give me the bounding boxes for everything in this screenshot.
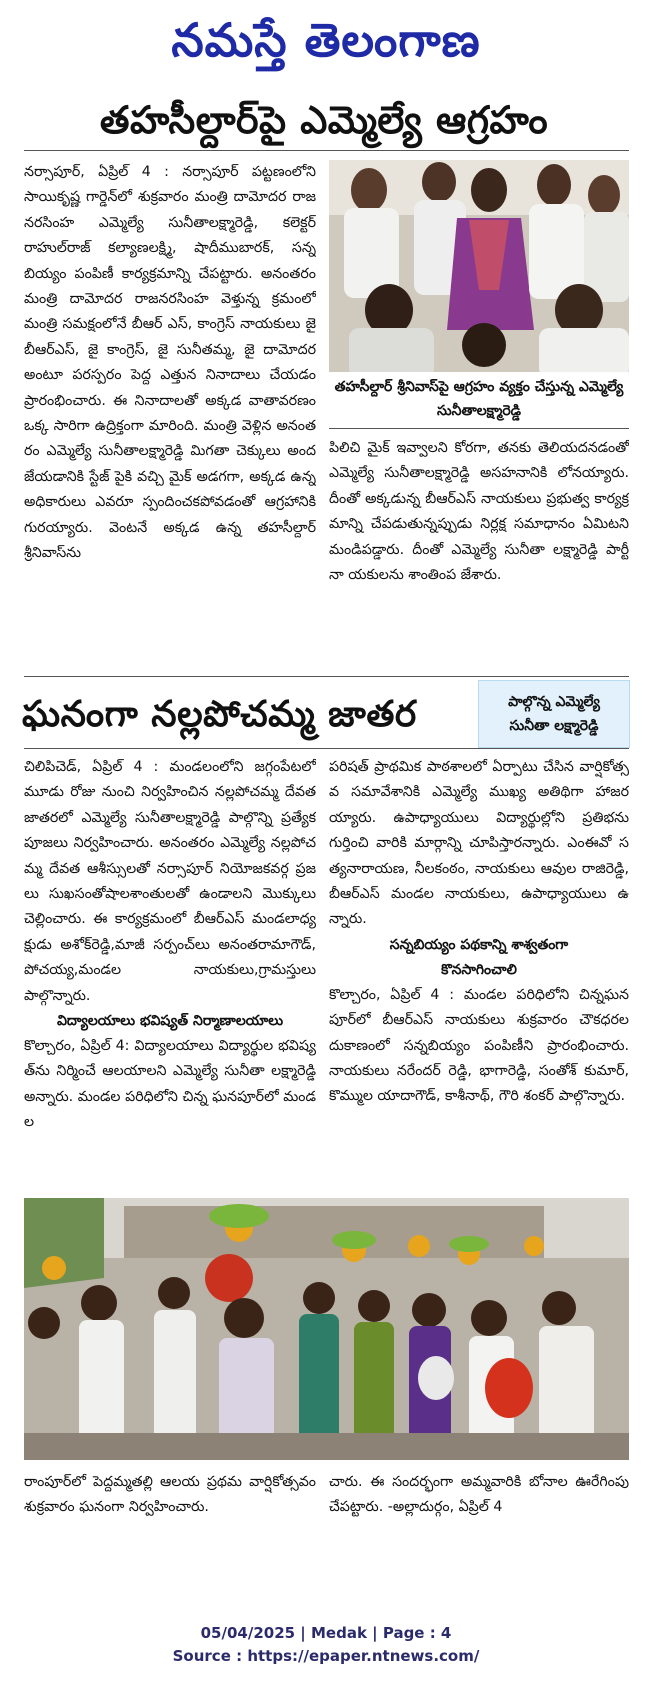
caption-divider [329,428,629,429]
story3-photo [24,1198,629,1460]
highlight-line-2: సునీతా లక్ష్మారెడ్డి [509,718,599,734]
headline-divider-2 [24,748,629,749]
story2-paragraph-3: పరిషత్ ప్రాథమిక పాఠశాలలో ఏర్పాటు చేసిన వార్షికోత్సవ సమావేశానికి ఎమ్మెల్యే ముఖ్య అతిథిగా హాజరయ్యారు. ఉపాధ్యాయులు విద్యార్థుల్లోని ప్రతిభను గుర్తించి వారికి మార్గాన్ని చూపిస్తారన్నారు. ఎంఈవో సత్యనారాయణ, నీలకంఠం, నాయకులు ఆవుల రాజిరెడ్డి, బీఆర్ఎస్ మండల నాయకులు, ఉపాధ్యాయులు ఉన్నారు. [329,759,629,928]
story1-headline: తహసీల్దార్‌పై ఎమ్మెల్యే ఆగ్రహం [99,98,549,142]
story2-column-2 [329,755,629,1190]
highlight-line-1: పాల్గొన్న ఎమ్మెల్యే [508,694,600,710]
masthead-title: నమస్తే తెలంగాణ [171,13,481,67]
story2-paragraph-1: చిలిపిచెడ్, ఏప్రిల్ 4 : మండలంలోని జగ్గంపేటలో మూడు రోజు నుంచి నిర్వహించిన నల్లపోచమ్మ దేవత జాతరలో ఎమ్మెల్యే సునీతాలక్ష్మారెడ్డి పాల్గొన్ని ప్రత్యేక పూజలు నిర్వహించారు. అనంతరం ఎమ్మెల్యే నల్లపోచమ్మ దేవత ఆశీస్సులతో నర్సాపూర్ నియోజకవర్గ ప్రజలు సుఖసంతోషాలశాంతులతో ఉండాలని మొక్కులు చెల్లించారు. ఈ కార్యక్రమంలో బీఆర్ఎస్ మండలాధ్యక్షుడు అశోక్‌రెడ్డి,మాజీ సర్పంచ్‌లు అనంతరామాగౌడ్, పోచయ్య,మండల నాయకులు,గ్రామస్తులు పాల్గొన్నారు. [24,759,316,1004]
footer-source: Source : https://epaper.ntnews.com/ [172,1647,480,1665]
story2-subheading-2a: సన్నబియ్యం పథకాన్ని శాశ్వతంగా [389,936,569,953]
story2-column-1 [24,755,316,1190]
story2-subheading-2b: కొనసాగించాలి [441,961,517,978]
story1-photo [329,160,629,372]
footer-dateline: 05/04/2025 | Medak | Page : 4 [200,1624,452,1642]
story2-highlight-box [478,680,630,748]
headline-divider [24,150,629,151]
story1-photo-caption: తహసీల్దార్ శ్రీనివాస్‌పై ఆగ్రహం వ్యక్తం చేస్తున్న ఎమ్మెల్యే సునీతాలక్ష్మారెడ్డి [334,379,624,419]
story2-paragraph-4: కొల్చారం, ఏప్రిల్ 4 : మండల పరిధిలోని చిన్నఘనపూర్‌లో బీఆర్ఎస్ నాయకులు శుక్రవారం చౌకధరల దుకాణంలో సన్నబియ్యం పంపిణీని ప్రారంభించారు. నాయకులు నరేందర్ రెడ్డి, భాగారెడ్డి, సంతోశ్ కుమార్, కొమ్ముల యాదాగౌడ్, కాశీనాథ్, గౌరి శంకర్ పాల్గొన్నారు. [329,986,629,1105]
story3-column-2: చారు. ఈ సందర్భంగా అమ్మవారికి బోనాల ఊరేగింపు చేపట్టారు. -అల్లాదుర్గం, ఏప్రిల్ 4 [329,1474,629,1516]
story1-column-1: నర్సాపూర్, ఏప్రిల్ 4 : నర్సాపూర్ పట్టణంలోని సాయికృష్ణ గార్డెన్‌లో శుక్రవారం మంత్రి దామోదర రాజనరసింహ ఎమ్మెల్యే సునీతాలక్ష్మారెడ్డి, కలెక్టర్ రాహుల్‌రాజ్ కల్యాణలక్ష్మి, షాదీముబారక్, సన్నబియ్యం పంపిణీ కార్యక్రమాన్ని చేపట్టారు. అనంతరం మంత్రి దామోదర రాజనరసింహ వెళ్తున్న క్రమంలో మంత్రి సమక్షంలోనే బీఆర్ ఎస్, కాంగ్రెస్ నాయకులు జై బీఆర్ఎస్, జై కాంగ్రెస్, జై సునీతమ్మ, జై దామోదర అంటూ పరస్పరం పెద్ద ఎత్తున నినాదాలు చేయడం ప్రారంభించారు. ఈ నినాదాలతో అక్కడ వాతావరణం ఒక్క సారిగా ఉద్రిక్తంగా మారింది. మంత్రి వెళ్లిన అనంతరం ఎమ్మెల్యే సునీతాలక్ష్మారెడ్డి మిగతా చెక్కులు అందజేయడానికి స్టేజ్ పైకి వచ్చి మైక్ అడగగా, అక్కడ ఉన్న అధికారులు ఎవరూ స్పందించకపోవడంతో ఆగ్రహానికి గురయ్యారు. వెంటనే అక్కడ ఉన్న తహసీల్దార్ శ్రీనివాస్‌ను [24,164,316,562]
newspaper-masthead [0,0,652,92]
story3-column-1: రాంపూర్‌లో పెద్దమ్మతల్లి ఆలయ ప్రథమ వార్షికోత్సవం శుక్రవారం ఘనంగా నిర్వహించారు. [24,1474,316,1516]
mla-crowd-photo [329,160,629,372]
story-divider [24,676,629,677]
story2-subheading-1: విద్యాలయాలు భవిష్యత్ నిర్మాణాలయాలు [56,1013,284,1030]
story2-paragraph-2: కొల్చారం, ఏప్రిల్ 4: విద్యాలయాలు విద్యార్థుల భవిష్యత్‌ను నిర్మించే ఆలయాలని ఎమ్మెల్యే సునీతా లక్ష్మారెడ్డి అన్నారు. మండల పరిధిలోని చిన్న ఘనపూర్‌లో మండల [24,1038,316,1131]
story2-headline: ఘనంగా నల్లపోచమ్మ జాతర [22,694,417,735]
bonalu-procession-photo [24,1198,629,1460]
story1-column-2: పిలిచి మైక్ ఇవ్వాలని కోరగా, తనకు తెలియదనడంతో ఎమ్మెల్యే సునీతాలక్ష్మారెడ్డి అసహనానికి లోనయ్యారు. దీంతో అక్కడున్న బీఆర్ఎస్ నాయకులు ప్రభుత్వ కార్యక్రమాన్ని చేపడుతున్నప్పుడు నిర్లక్ష సమాధానం ఏమిటని మండిపడ్డారు. దీంతో ఎమ్మెల్యే సునీతా లక్ష్మారెడ్డి పార్టీ నా యకులను శాంతింప జేశారు. [329,440,629,584]
